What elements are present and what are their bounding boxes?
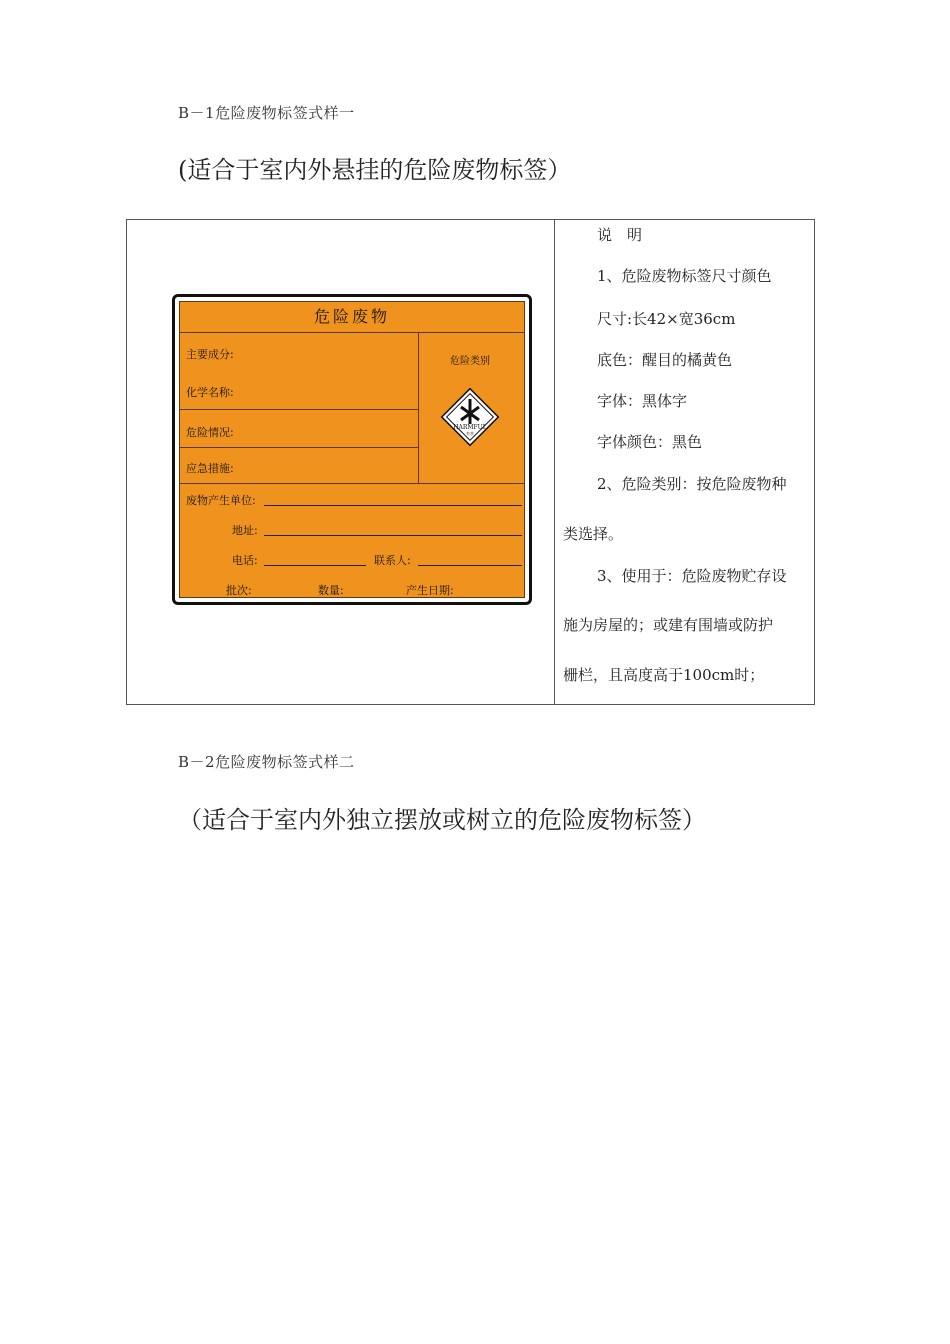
notes-line: 2、危险类别：按危险废物种 (597, 475, 787, 493)
label-grid-line (180, 409, 418, 410)
production-date-label: 产生日期: (406, 584, 454, 597)
harmful-text: HARMFUL (453, 424, 487, 431)
harmful-hazard-icon (439, 386, 501, 448)
notes-line: 1、危险废物标签尺寸颜色 (597, 267, 772, 285)
label-grid-line (180, 447, 418, 448)
section2-caption: B－2危险废物标签式样二 (178, 753, 355, 771)
notes-line: 尺寸:长42×宽36cm (597, 310, 736, 328)
chemical-name-label: 化学名称: (186, 386, 234, 399)
notes-line: 施为房屋的；或建有围墙或防护 (563, 616, 774, 634)
section1-subtitle: (适合于室内外悬挂的危险废物标签） (178, 156, 572, 184)
table-divider (554, 220, 555, 704)
batch-label: 批次: (226, 584, 252, 597)
notes-line: 字体颜色：黑色 (597, 433, 703, 451)
emergency-measures-label: 应急措施: (186, 462, 234, 475)
section2-subtitle: （适合于室内外独立摆放或树立的危险废物标签） (178, 806, 706, 834)
notes-line: 字体：黑体字 (597, 392, 688, 410)
section1-caption: B－1危险废物标签式样一 (178, 104, 355, 122)
hazardous-waste-label-image (172, 294, 532, 605)
producer-unit-line (264, 505, 522, 506)
label-grid-line (180, 483, 524, 484)
hazard-category-label: 危险类别 (450, 356, 490, 367)
quantity-label: 数量: (318, 584, 344, 597)
contact-label: 联系人: (374, 554, 411, 567)
label-body (179, 301, 525, 598)
label-grid-line (418, 332, 419, 483)
notes-line: 栅栏，且高度高于100cm时； (563, 666, 765, 684)
phone-label: 电话: (232, 554, 258, 567)
address-line (264, 535, 522, 536)
producer-unit-label: 废物产生单位: (186, 494, 256, 507)
notes-line: 类选择。 (563, 525, 624, 543)
main-components-label: 主要成分: (186, 348, 234, 361)
notes-line: 底色：醒目的橘黄色 (597, 351, 733, 369)
notes-heading: 说 明 (597, 226, 643, 244)
phone-line (264, 565, 366, 566)
address-label: 地址: (232, 524, 258, 537)
notes-line: 3、使用于：危险废物贮存设 (597, 567, 787, 585)
hazard-situation-label: 危险情况: (186, 426, 234, 439)
contact-line (418, 565, 522, 566)
harmful-text-cn: 有害 (466, 431, 474, 436)
label-title: 危险废物 (180, 302, 524, 333)
